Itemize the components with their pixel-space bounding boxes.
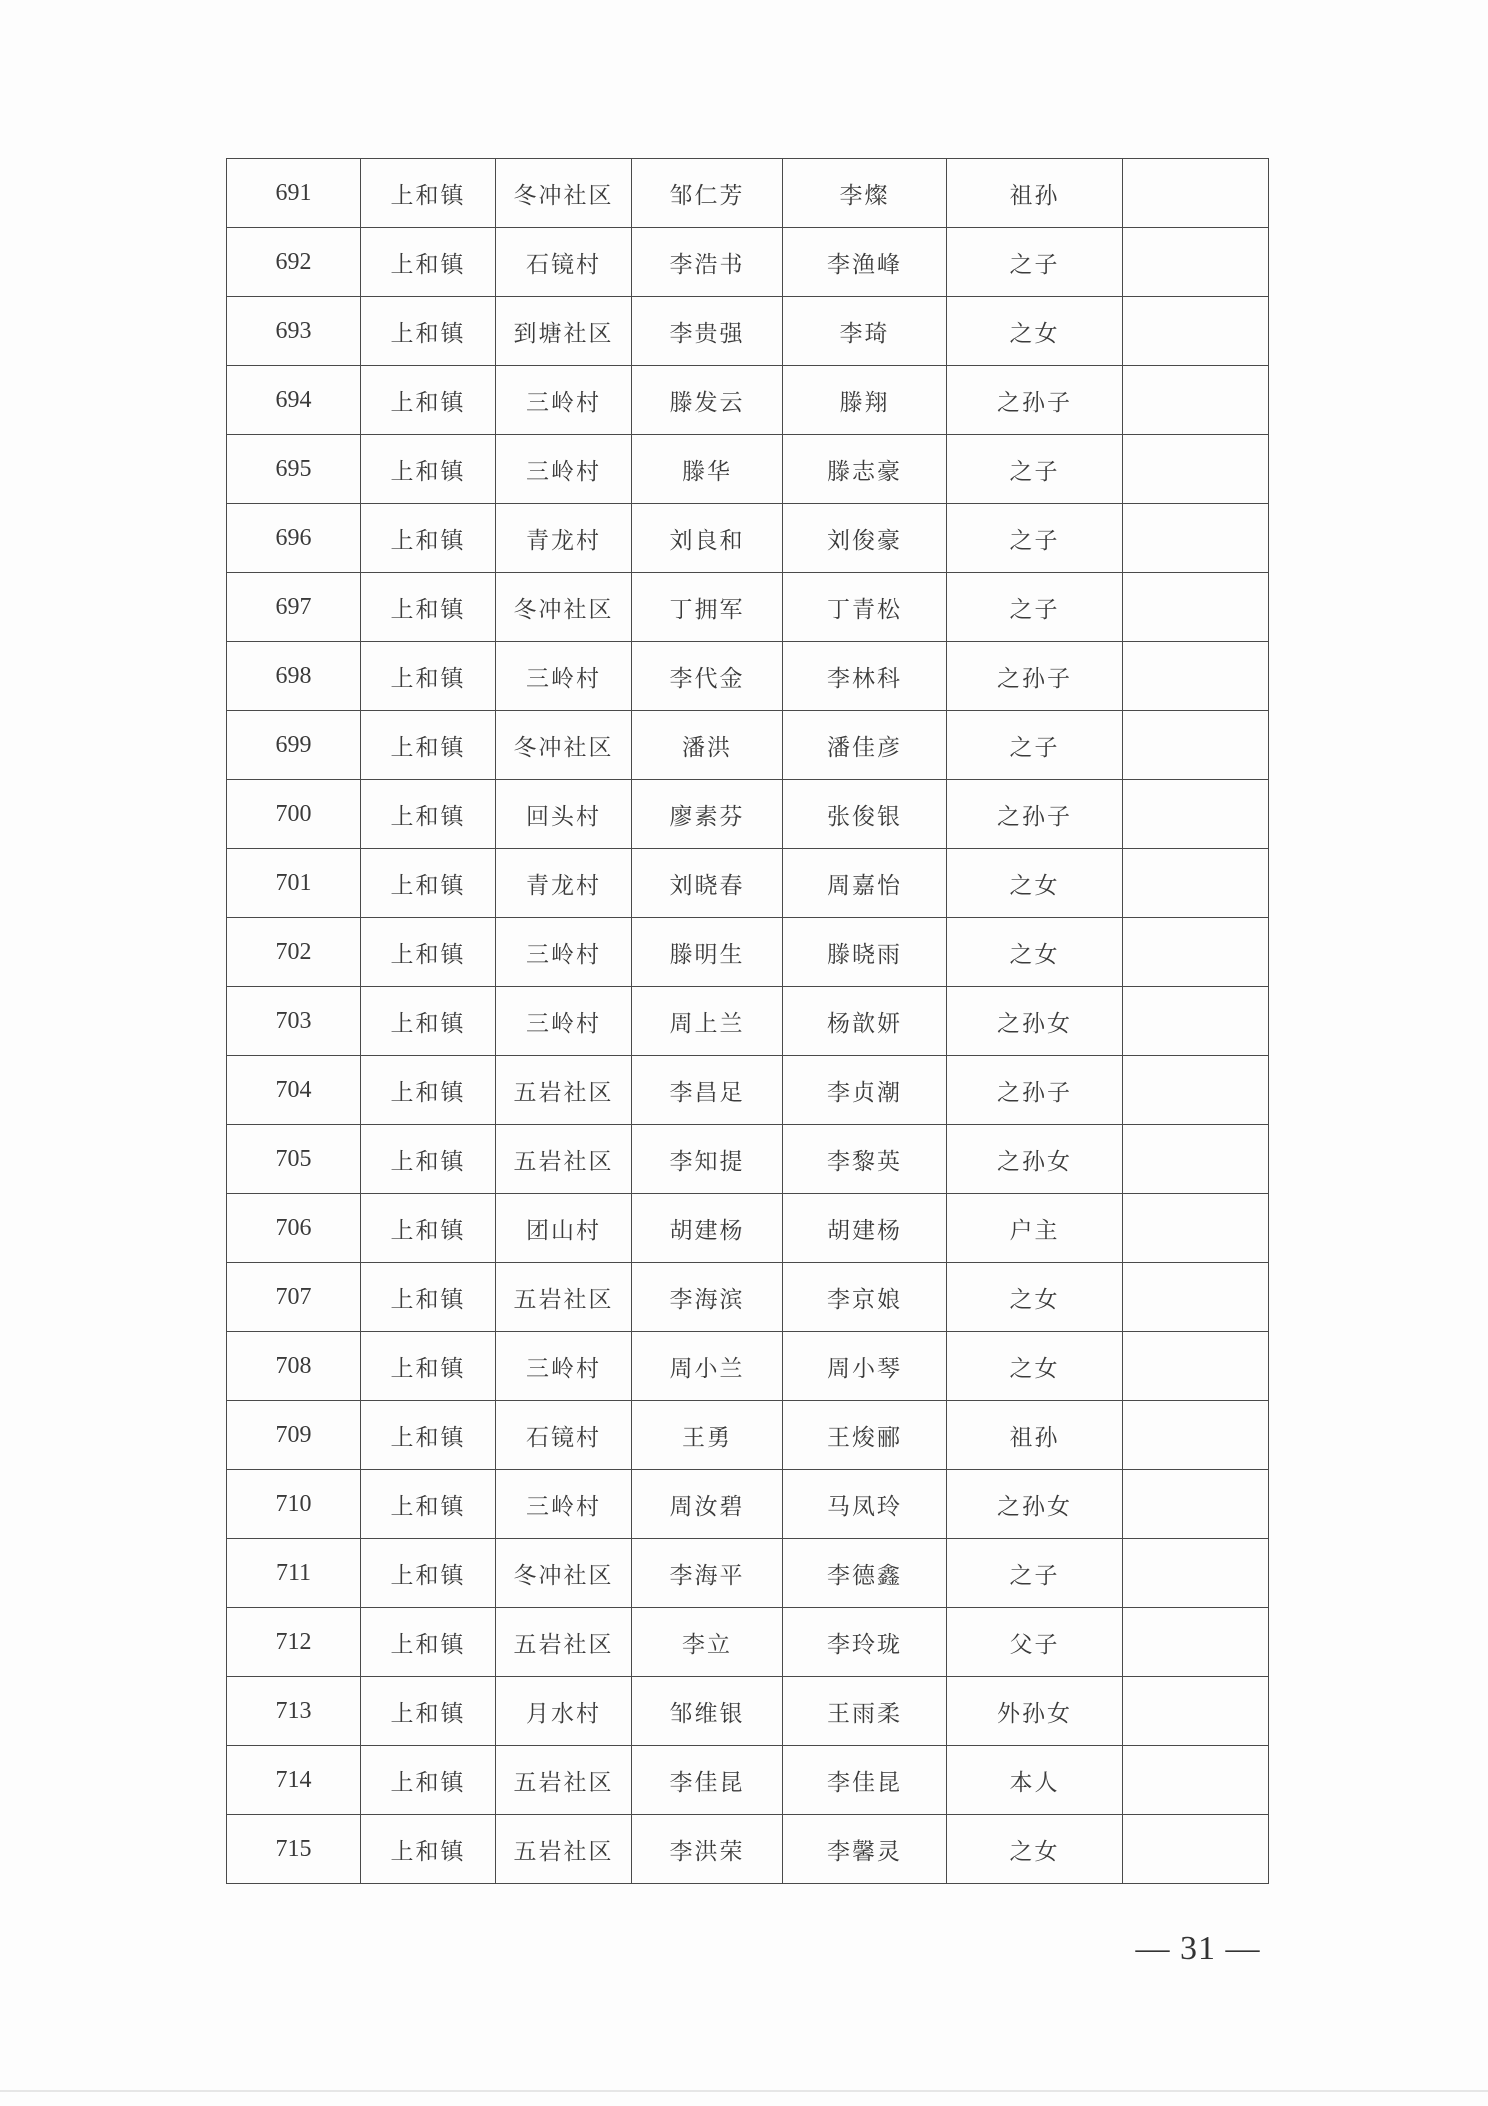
- cell-beneficiary-name: 马凤玲: [783, 1470, 947, 1539]
- table-row: [227, 297, 1269, 366]
- cell-applicant-name: 王勇: [632, 1401, 783, 1470]
- cell-number: 698: [227, 642, 361, 711]
- cell-applicant-name: 滕明生: [632, 918, 783, 987]
- cell-relation: 之子: [947, 1539, 1123, 1608]
- cell-beneficiary-name: 滕志豪: [783, 435, 947, 504]
- cell-town: 上和镇: [361, 1125, 496, 1194]
- cell-town: 上和镇: [361, 1815, 496, 1884]
- cell-beneficiary-name: 刘俊豪: [783, 504, 947, 573]
- cell-beneficiary-name: 张俊银: [783, 780, 947, 849]
- cell-beneficiary-name: 滕翔: [783, 366, 947, 435]
- cell-beneficiary-name: 李玲珑: [783, 1608, 947, 1677]
- cell-relation: 之孙子: [947, 642, 1123, 711]
- cell-relation: 外孙女: [947, 1677, 1123, 1746]
- cell-remark: [1123, 1263, 1269, 1332]
- cell-number: 693: [227, 297, 361, 366]
- cell-remark: [1123, 435, 1269, 504]
- cell-beneficiary-name: 周嘉怡: [783, 849, 947, 918]
- cell-applicant-name: 李海滨: [632, 1263, 783, 1332]
- cell-town: 上和镇: [361, 1677, 496, 1746]
- cell-village: 五岩社区: [496, 1056, 632, 1125]
- cell-remark: [1123, 1608, 1269, 1677]
- cell-town: 上和镇: [361, 1746, 496, 1815]
- cell-number: 704: [227, 1056, 361, 1125]
- cell-applicant-name: 刘良和: [632, 504, 783, 573]
- cell-town: 上和镇: [361, 642, 496, 711]
- cell-number: 710: [227, 1470, 361, 1539]
- cell-town: 上和镇: [361, 366, 496, 435]
- cell-remark: [1123, 159, 1269, 228]
- table-row: [227, 573, 1269, 642]
- cell-number: 714: [227, 1746, 361, 1815]
- cell-relation: 之孙子: [947, 366, 1123, 435]
- cell-relation: 之女: [947, 1263, 1123, 1332]
- cell-number: 697: [227, 573, 361, 642]
- cell-village: 五岩社区: [496, 1746, 632, 1815]
- cell-village: 青龙村: [496, 849, 632, 918]
- cell-number: 713: [227, 1677, 361, 1746]
- cell-applicant-name: 李立: [632, 1608, 783, 1677]
- cell-remark: [1123, 987, 1269, 1056]
- cell-village: 冬冲社区: [496, 1539, 632, 1608]
- cell-remark: [1123, 1746, 1269, 1815]
- cell-remark: [1123, 297, 1269, 366]
- cell-number: 692: [227, 228, 361, 297]
- cell-applicant-name: 李贵强: [632, 297, 783, 366]
- cell-beneficiary-name: 李馨灵: [783, 1815, 947, 1884]
- cell-remark: [1123, 1401, 1269, 1470]
- cell-beneficiary-name: 李德鑫: [783, 1539, 947, 1608]
- cell-applicant-name: 李海平: [632, 1539, 783, 1608]
- cell-remark: [1123, 711, 1269, 780]
- cell-applicant-name: 潘洪: [632, 711, 783, 780]
- cell-village: 冬冲社区: [496, 159, 632, 228]
- table-row: [227, 1194, 1269, 1263]
- cell-remark: [1123, 1677, 1269, 1746]
- cell-beneficiary-name: 李黎英: [783, 1125, 947, 1194]
- cell-remark: [1123, 366, 1269, 435]
- cell-number: 700: [227, 780, 361, 849]
- cell-town: 上和镇: [361, 1056, 496, 1125]
- cell-town: 上和镇: [361, 987, 496, 1056]
- cell-relation: 之子: [947, 573, 1123, 642]
- cell-applicant-name: 刘晓春: [632, 849, 783, 918]
- scan-edge-line: [0, 2090, 1488, 2092]
- cell-number: 703: [227, 987, 361, 1056]
- cell-relation: 本人: [947, 1746, 1123, 1815]
- cell-village: 五岩社区: [496, 1815, 632, 1884]
- cell-relation: 之孙子: [947, 780, 1123, 849]
- cell-applicant-name: 滕发云: [632, 366, 783, 435]
- cell-remark: [1123, 573, 1269, 642]
- cell-beneficiary-name: 滕晓雨: [783, 918, 947, 987]
- cell-beneficiary-name: 丁青松: [783, 573, 947, 642]
- cell-remark: [1123, 642, 1269, 711]
- cell-applicant-name: 邹维银: [632, 1677, 783, 1746]
- cell-number: 696: [227, 504, 361, 573]
- cell-number: 709: [227, 1401, 361, 1470]
- cell-town: 上和镇: [361, 1608, 496, 1677]
- table-row: [227, 1746, 1269, 1815]
- cell-town: 上和镇: [361, 1194, 496, 1263]
- cell-relation: 之女: [947, 1815, 1123, 1884]
- cell-village: 五岩社区: [496, 1263, 632, 1332]
- cell-applicant-name: 廖素芬: [632, 780, 783, 849]
- cell-town: 上和镇: [361, 1470, 496, 1539]
- cell-applicant-name: 李浩书: [632, 228, 783, 297]
- cell-town: 上和镇: [361, 573, 496, 642]
- cell-relation: 之孙女: [947, 1125, 1123, 1194]
- cell-number: 694: [227, 366, 361, 435]
- cell-beneficiary-name: 李林科: [783, 642, 947, 711]
- cell-town: 上和镇: [361, 1401, 496, 1470]
- cell-relation: 之孙子: [947, 1056, 1123, 1125]
- cell-relation: 之孙女: [947, 1470, 1123, 1539]
- cell-town: 上和镇: [361, 711, 496, 780]
- cell-number: 702: [227, 918, 361, 987]
- table-row: [227, 642, 1269, 711]
- cell-relation: 祖孙: [947, 1401, 1123, 1470]
- cell-remark: [1123, 780, 1269, 849]
- cell-beneficiary-name: 李燦: [783, 159, 947, 228]
- cell-village: 冬冲社区: [496, 573, 632, 642]
- cell-relation: 之女: [947, 297, 1123, 366]
- cell-applicant-name: 李知提: [632, 1125, 783, 1194]
- table-row: [227, 1677, 1269, 1746]
- cell-beneficiary-name: 王雨柔: [783, 1677, 947, 1746]
- cell-village: 石镜村: [496, 228, 632, 297]
- cell-remark: [1123, 1539, 1269, 1608]
- table-row: [227, 435, 1269, 504]
- cell-remark: [1123, 228, 1269, 297]
- cell-applicant-name: 周上兰: [632, 987, 783, 1056]
- cell-number: 712: [227, 1608, 361, 1677]
- table-row: [227, 849, 1269, 918]
- cell-beneficiary-name: 李贞潮: [783, 1056, 947, 1125]
- cell-remark: [1123, 504, 1269, 573]
- cell-beneficiary-name: 周小琴: [783, 1332, 947, 1401]
- cell-remark: [1123, 1056, 1269, 1125]
- cell-number: 695: [227, 435, 361, 504]
- cell-remark: [1123, 1332, 1269, 1401]
- cell-village: 团山村: [496, 1194, 632, 1263]
- table-row: [227, 1263, 1269, 1332]
- cell-beneficiary-name: 李琦: [783, 297, 947, 366]
- cell-relation: 之子: [947, 228, 1123, 297]
- cell-applicant-name: 丁拥军: [632, 573, 783, 642]
- cell-relation: 父子: [947, 1608, 1123, 1677]
- table-row: [227, 1125, 1269, 1194]
- cell-town: 上和镇: [361, 780, 496, 849]
- page-number: — 31 —: [1135, 1930, 1261, 1967]
- cell-number: 715: [227, 1815, 361, 1884]
- cell-applicant-name: 滕华: [632, 435, 783, 504]
- cell-village: 回头村: [496, 780, 632, 849]
- cell-remark: [1123, 849, 1269, 918]
- cell-applicant-name: 李昌足: [632, 1056, 783, 1125]
- cell-applicant-name: 李洪荣: [632, 1815, 783, 1884]
- cell-relation: 祖孙: [947, 159, 1123, 228]
- cell-town: 上和镇: [361, 1332, 496, 1401]
- table-row: [227, 228, 1269, 297]
- table-row: [227, 1608, 1269, 1677]
- cell-relation: 之女: [947, 1332, 1123, 1401]
- cell-village: 三岭村: [496, 1470, 632, 1539]
- cell-remark: [1123, 1815, 1269, 1884]
- cell-village: 三岭村: [496, 918, 632, 987]
- cell-village: 五岩社区: [496, 1608, 632, 1677]
- cell-beneficiary-name: 李佳昆: [783, 1746, 947, 1815]
- cell-number: 705: [227, 1125, 361, 1194]
- table-row: [227, 366, 1269, 435]
- cell-village: 到塘社区: [496, 297, 632, 366]
- cell-relation: 户主: [947, 1194, 1123, 1263]
- cell-town: 上和镇: [361, 159, 496, 228]
- cell-town: 上和镇: [361, 918, 496, 987]
- table-row: [227, 711, 1269, 780]
- cell-beneficiary-name: 潘佳彦: [783, 711, 947, 780]
- table-row: [227, 1539, 1269, 1608]
- cell-village: 三岭村: [496, 435, 632, 504]
- cell-applicant-name: 周汝碧: [632, 1470, 783, 1539]
- cell-town: 上和镇: [361, 504, 496, 573]
- table-row: [227, 987, 1269, 1056]
- cell-town: 上和镇: [361, 849, 496, 918]
- cell-beneficiary-name: 杨歆妍: [783, 987, 947, 1056]
- table-row: [227, 1401, 1269, 1470]
- cell-number: 711: [227, 1539, 361, 1608]
- table-row: [227, 159, 1269, 228]
- cell-village: 三岭村: [496, 987, 632, 1056]
- cell-relation: 之女: [947, 918, 1123, 987]
- roster-body: [227, 159, 1269, 1884]
- table-row: [227, 1332, 1269, 1401]
- cell-number: 691: [227, 159, 361, 228]
- cell-applicant-name: 李代金: [632, 642, 783, 711]
- cell-town: 上和镇: [361, 1539, 496, 1608]
- cell-beneficiary-name: 王焌郦: [783, 1401, 947, 1470]
- cell-village: 三岭村: [496, 642, 632, 711]
- table-row: [227, 1056, 1269, 1125]
- cell-relation: 之子: [947, 711, 1123, 780]
- cell-village: 五岩社区: [496, 1125, 632, 1194]
- cell-relation: 之孙女: [947, 987, 1123, 1056]
- table-row: [227, 918, 1269, 987]
- cell-applicant-name: 邹仁芳: [632, 159, 783, 228]
- cell-applicant-name: 周小兰: [632, 1332, 783, 1401]
- cell-number: 707: [227, 1263, 361, 1332]
- cell-village: 青龙村: [496, 504, 632, 573]
- cell-town: 上和镇: [361, 297, 496, 366]
- cell-number: 706: [227, 1194, 361, 1263]
- cell-relation: 之子: [947, 435, 1123, 504]
- table-row: [227, 504, 1269, 573]
- cell-relation: 之子: [947, 504, 1123, 573]
- cell-remark: [1123, 1125, 1269, 1194]
- cell-village: 三岭村: [496, 1332, 632, 1401]
- cell-town: 上和镇: [361, 228, 496, 297]
- cell-town: 上和镇: [361, 435, 496, 504]
- cell-number: 699: [227, 711, 361, 780]
- cell-applicant-name: 胡建杨: [632, 1194, 783, 1263]
- cell-beneficiary-name: 李渔峰: [783, 228, 947, 297]
- cell-remark: [1123, 1194, 1269, 1263]
- cell-village: 冬冲社区: [496, 711, 632, 780]
- cell-applicant-name: 李佳昆: [632, 1746, 783, 1815]
- cell-village: 月水村: [496, 1677, 632, 1746]
- table-row: [227, 1815, 1269, 1884]
- cell-village: 三岭村: [496, 366, 632, 435]
- cell-remark: [1123, 918, 1269, 987]
- cell-beneficiary-name: 胡建杨: [783, 1194, 947, 1263]
- cell-town: 上和镇: [361, 1263, 496, 1332]
- cell-remark: [1123, 1470, 1269, 1539]
- cell-number: 701: [227, 849, 361, 918]
- cell-relation: 之女: [947, 849, 1123, 918]
- cell-number: 708: [227, 1332, 361, 1401]
- roster-table: [226, 158, 1269, 1884]
- table-row: [227, 780, 1269, 849]
- cell-beneficiary-name: 李京娘: [783, 1263, 947, 1332]
- cell-village: 石镜村: [496, 1401, 632, 1470]
- table-row: [227, 1470, 1269, 1539]
